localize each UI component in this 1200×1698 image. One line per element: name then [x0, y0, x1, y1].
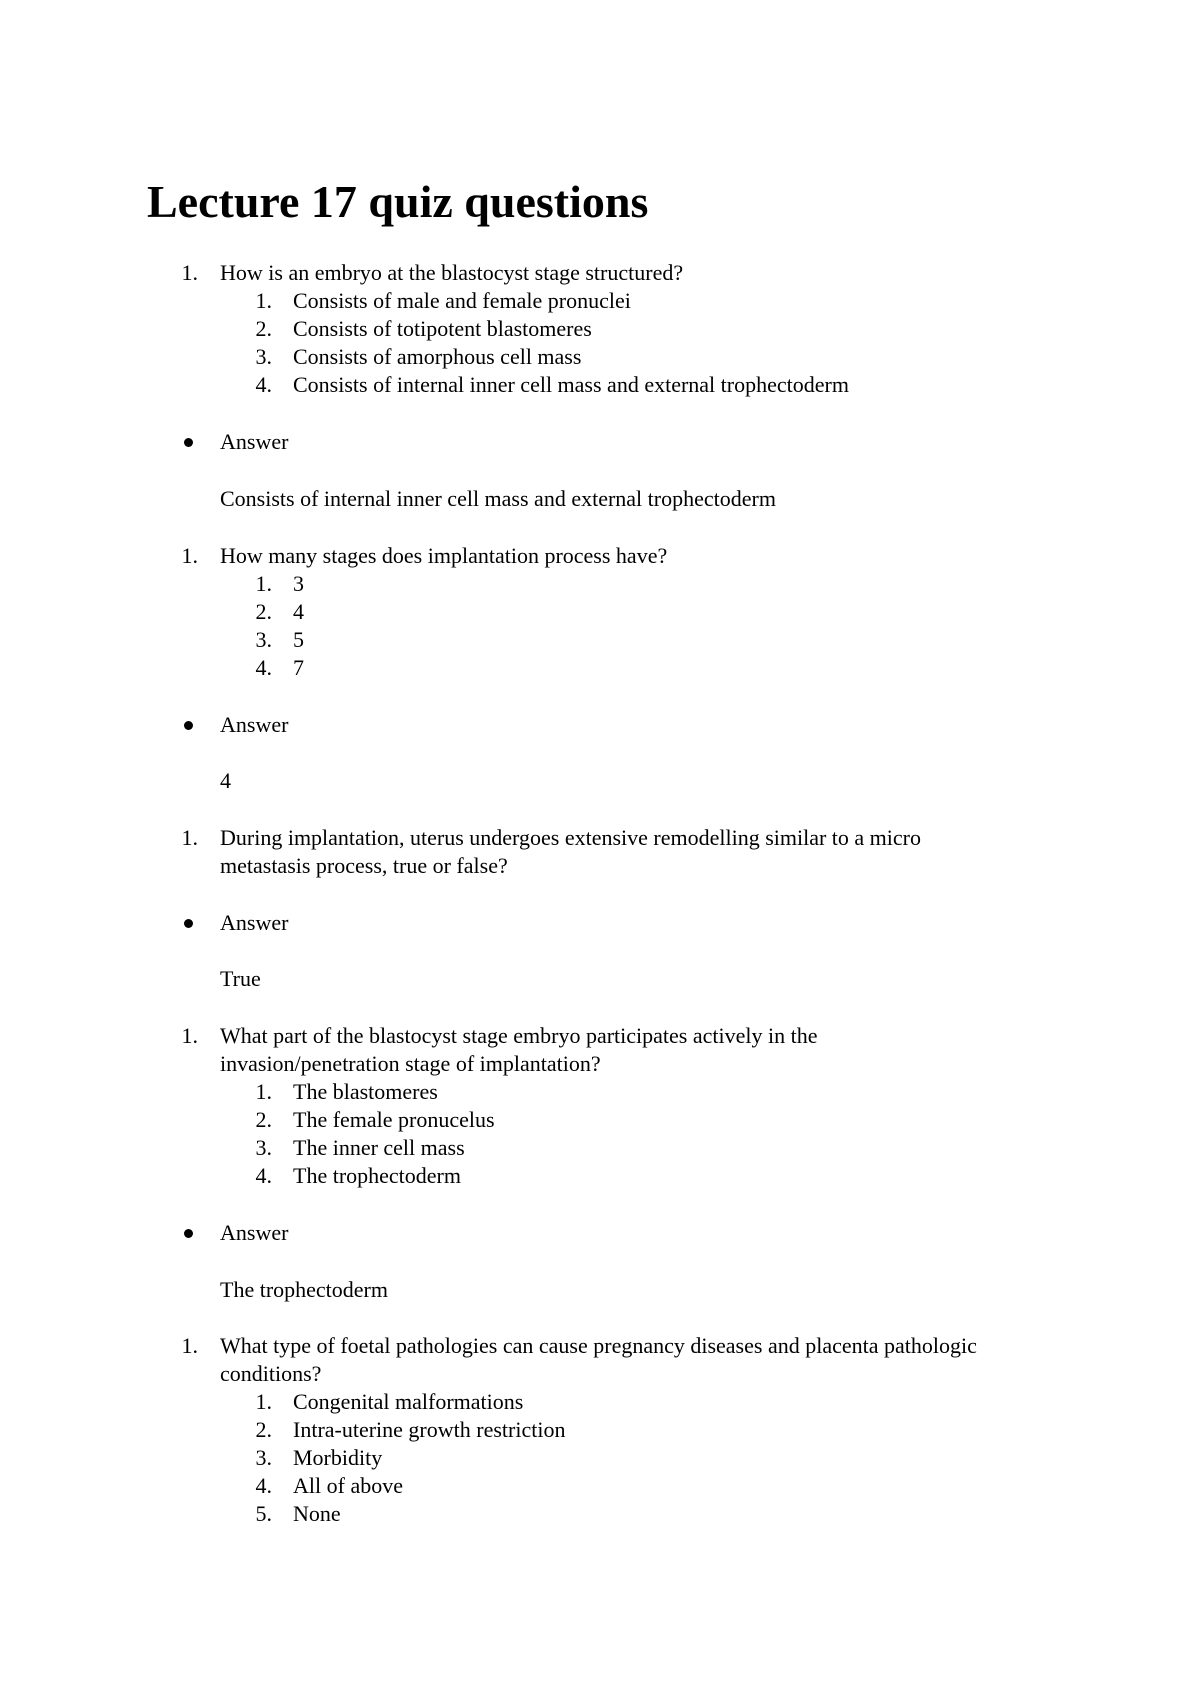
- answer-text: 4: [220, 768, 231, 793]
- bullet-icon: [184, 721, 193, 730]
- option-text: Intra-uterine growth restriction: [293, 1417, 566, 1442]
- option-number: 5.: [255, 1501, 272, 1526]
- option-text: None: [293, 1501, 341, 1526]
- option-text: Consists of totipotent blastomeres: [293, 316, 592, 341]
- question-number: 1.: [181, 260, 198, 285]
- option-number: 2.: [255, 316, 272, 341]
- option-number: 3.: [255, 1445, 272, 1470]
- option-text: 4: [293, 599, 304, 624]
- question-text: During implantation, uterus undergoes extensive remodelling similar to a micro: [220, 825, 921, 850]
- question-number: 1.: [181, 1023, 198, 1048]
- option-text: Consists of amorphous cell mass: [293, 344, 582, 369]
- option-number: 1.: [255, 1079, 272, 1104]
- answer-label: Answer: [220, 712, 289, 737]
- option-number: 3.: [255, 1135, 272, 1160]
- option-text: All of above: [293, 1473, 403, 1498]
- bullet-icon: [184, 438, 193, 447]
- option-number: 1.: [255, 288, 272, 313]
- option-number: 3.: [255, 627, 272, 652]
- option-number: 2.: [255, 1417, 272, 1442]
- option-text: The inner cell mass: [293, 1135, 465, 1160]
- option-text: Consists of male and female pronuclei: [293, 288, 631, 313]
- question-text: conditions?: [220, 1361, 322, 1386]
- question-text: invasion/penetration stage of implantation?: [220, 1051, 601, 1076]
- question-number: 1.: [181, 1333, 198, 1358]
- question-number: 1.: [181, 825, 198, 850]
- answer-text: The trophectoderm: [220, 1277, 388, 1302]
- answer-label: Answer: [220, 1220, 289, 1245]
- question-text: metastasis process, true or false?: [220, 853, 508, 878]
- option-text: 3: [293, 571, 304, 596]
- option-text: Consists of internal inner cell mass and external trophectoderm: [293, 372, 849, 397]
- question-text: What part of the blastocyst stage embryo participates actively in the: [220, 1023, 818, 1048]
- answer-text: True: [220, 966, 261, 991]
- option-text: Morbidity: [293, 1445, 383, 1470]
- answer-label: Answer: [220, 429, 289, 454]
- answer-label: Answer: [220, 910, 289, 935]
- option-number: 2.: [255, 599, 272, 624]
- option-number: 2.: [255, 1107, 272, 1132]
- page-title: Lecture 17 quiz questions: [147, 176, 649, 227]
- option-number: 1.: [255, 571, 272, 596]
- option-number: 4.: [255, 1473, 272, 1498]
- option-number: 1.: [255, 1389, 272, 1414]
- option-text: 7: [293, 655, 304, 680]
- option-text: The trophectoderm: [293, 1163, 461, 1188]
- question-text: How is an embryo at the blastocyst stage structured?: [220, 260, 684, 285]
- question-text: How many stages does implantation process have?: [220, 543, 668, 568]
- bullet-icon: [184, 919, 193, 928]
- option-number: 4.: [255, 1163, 272, 1188]
- option-text: 5: [293, 627, 304, 652]
- question-text: What type of foetal pathologies can cause pregnancy diseases and placenta pathologic: [220, 1333, 977, 1358]
- question-number: 1.: [181, 543, 198, 568]
- bullet-icon: [184, 1229, 193, 1238]
- option-text: The female pronucelus: [293, 1107, 495, 1132]
- option-text: The blastomeres: [293, 1079, 438, 1104]
- option-number: 4.: [255, 655, 272, 680]
- option-number: 4.: [255, 372, 272, 397]
- answer-text: Consists of internal inner cell mass and external trophectoderm: [220, 486, 776, 511]
- option-text: Congenital malformations: [293, 1389, 524, 1414]
- option-number: 3.: [255, 344, 272, 369]
